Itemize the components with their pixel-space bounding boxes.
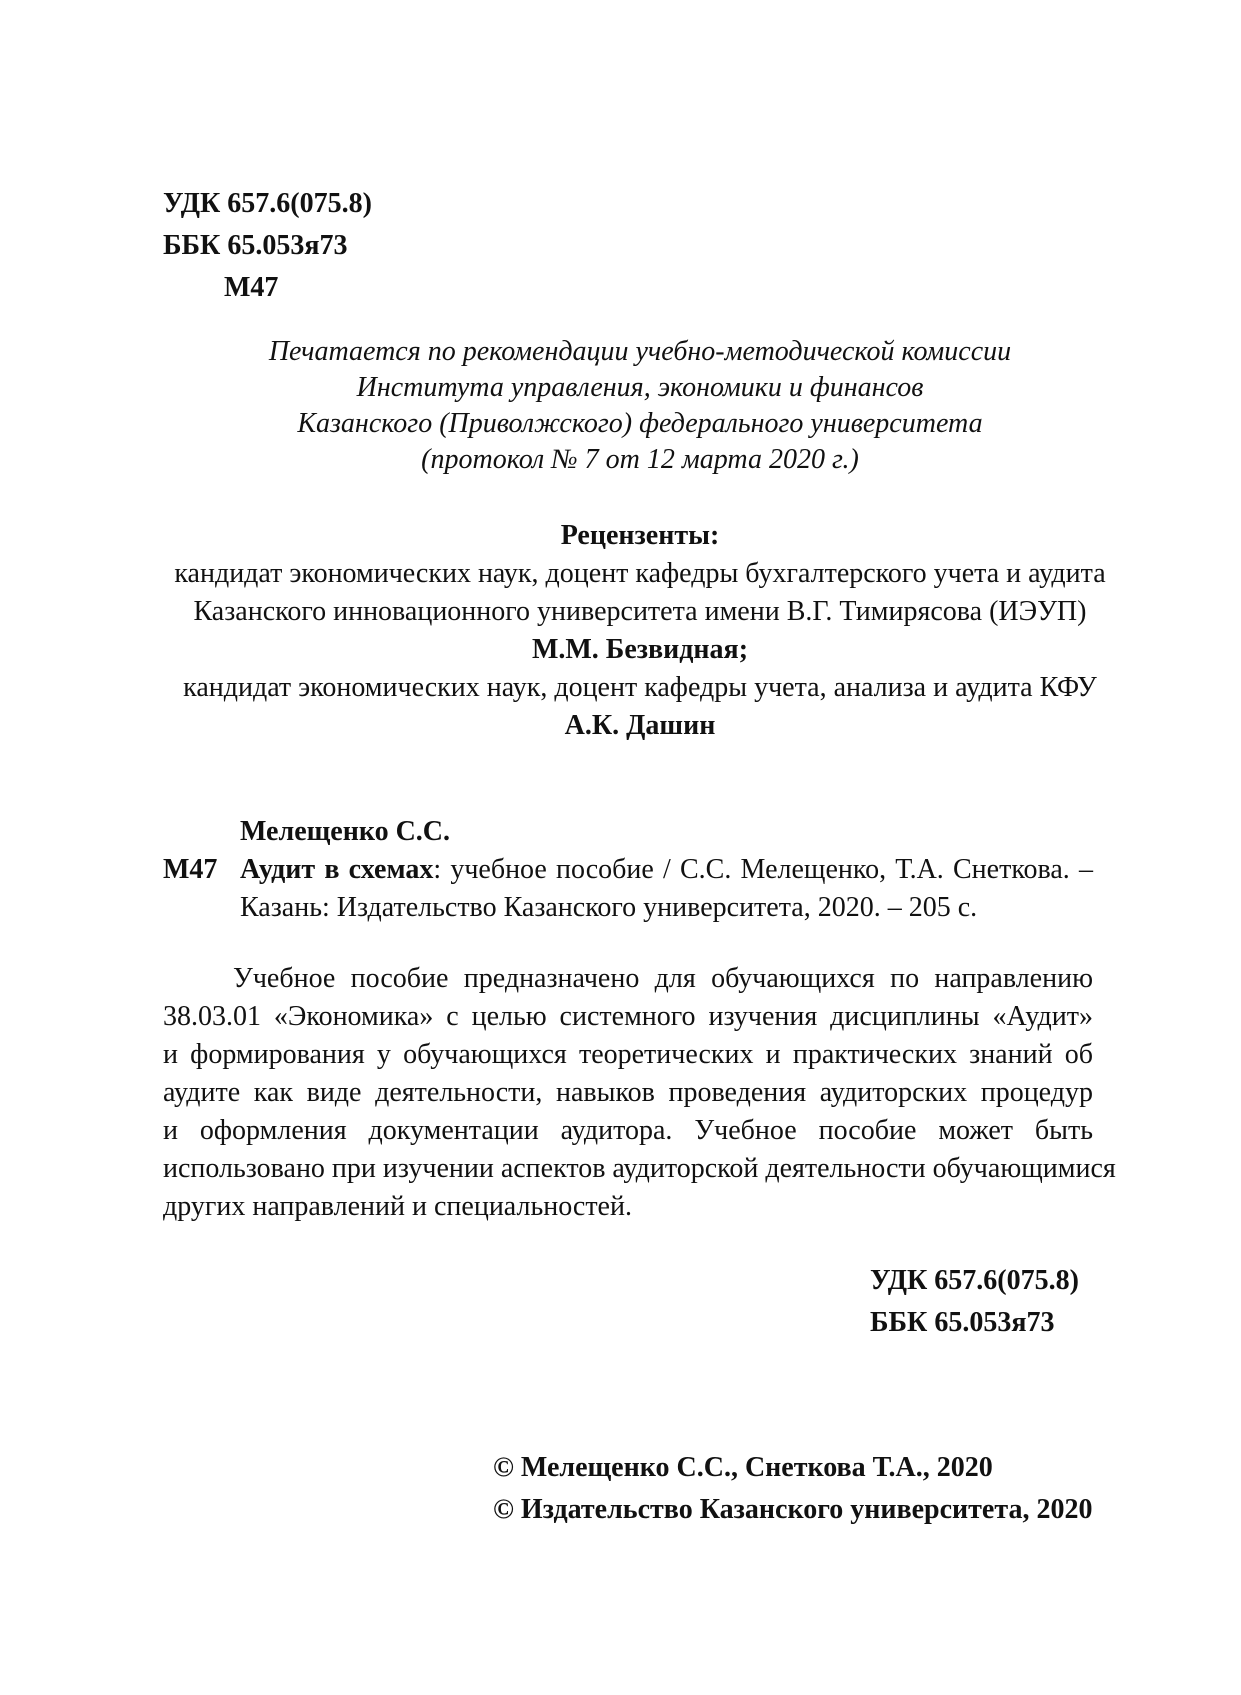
book-title: Аудит в схемах — [240, 854, 434, 885]
abstract — [163, 960, 1116, 1226]
bibliography-line: Казань: Издательство Казанского университета, 2020. – 205 с. — [240, 892, 978, 923]
classification-footer — [870, 1260, 1170, 1344]
copyright-block — [493, 1447, 1193, 1531]
udk-code: УДК 657.6(075.8) — [163, 188, 372, 219]
recommendation-line: Печатается по рекомендации учебно-методической комиссии — [268, 336, 1012, 367]
abstract-line: Учебное пособие предназначено для обучающихся по направлению — [233, 963, 1093, 994]
reviewer-description: кандидат экономических наук, доцент кафедры бухгалтерского учета и аудита — [174, 558, 1106, 589]
bibliography-line — [240, 852, 1093, 888]
recommendation-line: (протокол № 7 от 12 марта 2020 г.) — [421, 444, 859, 475]
reviewer-name: А.К. Дашин — [564, 710, 716, 741]
abstract-line: и формирования у обучающихся теоретических и практических знаний об — [163, 1039, 1093, 1070]
book-description: : учебное пособие / С.С. Мелещенко, Т.А. Снеткова. – — [433, 854, 1093, 885]
abstract-line: 38.03.01 «Экономика» с целью системного изучения дисциплины «Аудит» — [163, 1001, 1093, 1032]
copyright-publisher: © Издательство Казанского университета, 2020 — [493, 1494, 1093, 1525]
abstract-line: использовано при изучении аспектов аудиторской деятельности обучающимися — [163, 1153, 1116, 1184]
recommendation-note — [100, 334, 1180, 478]
recommendation-line: Казанского (Приволжского) федерального университета — [297, 408, 983, 439]
reviewer-description: кандидат экономических наук, доцент кафедры учета, анализа и аудита КФУ — [183, 672, 1097, 703]
copyright-authors: © Мелещенко С.С., Снеткова Т.А., 2020 — [493, 1452, 993, 1483]
bibliography-code: М47 — [163, 854, 218, 885]
bbk-code: ББК 65.053я73 — [163, 230, 348, 261]
abstract-line: и оформления документации аудитора. Учебное пособие может быть — [163, 1115, 1093, 1146]
reviewer-name: М.М. Безвидная; — [531, 634, 749, 665]
abstract-line: аудите как виде деятельности, навыков проведения аудиторских процедур — [163, 1077, 1093, 1108]
bibliography-author: Мелещенко С.С. — [240, 816, 451, 847]
classification-header — [163, 183, 663, 309]
author-sign: М47 — [224, 272, 279, 303]
bbk-code: ББК 65.053я73 — [870, 1307, 1055, 1338]
reviewers-section — [100, 517, 1180, 745]
abstract-line: других направлений и специальностей. — [163, 1191, 632, 1222]
udk-code: УДК 657.6(075.8) — [870, 1265, 1079, 1296]
recommendation-line: Института управления, экономики и финансов — [356, 372, 924, 403]
reviewers-title: Рецензенты: — [560, 520, 720, 551]
reviewer-description: Казанского инновационного университета имени В.Г. Тимирясова (ИЭУП) — [193, 596, 1087, 627]
